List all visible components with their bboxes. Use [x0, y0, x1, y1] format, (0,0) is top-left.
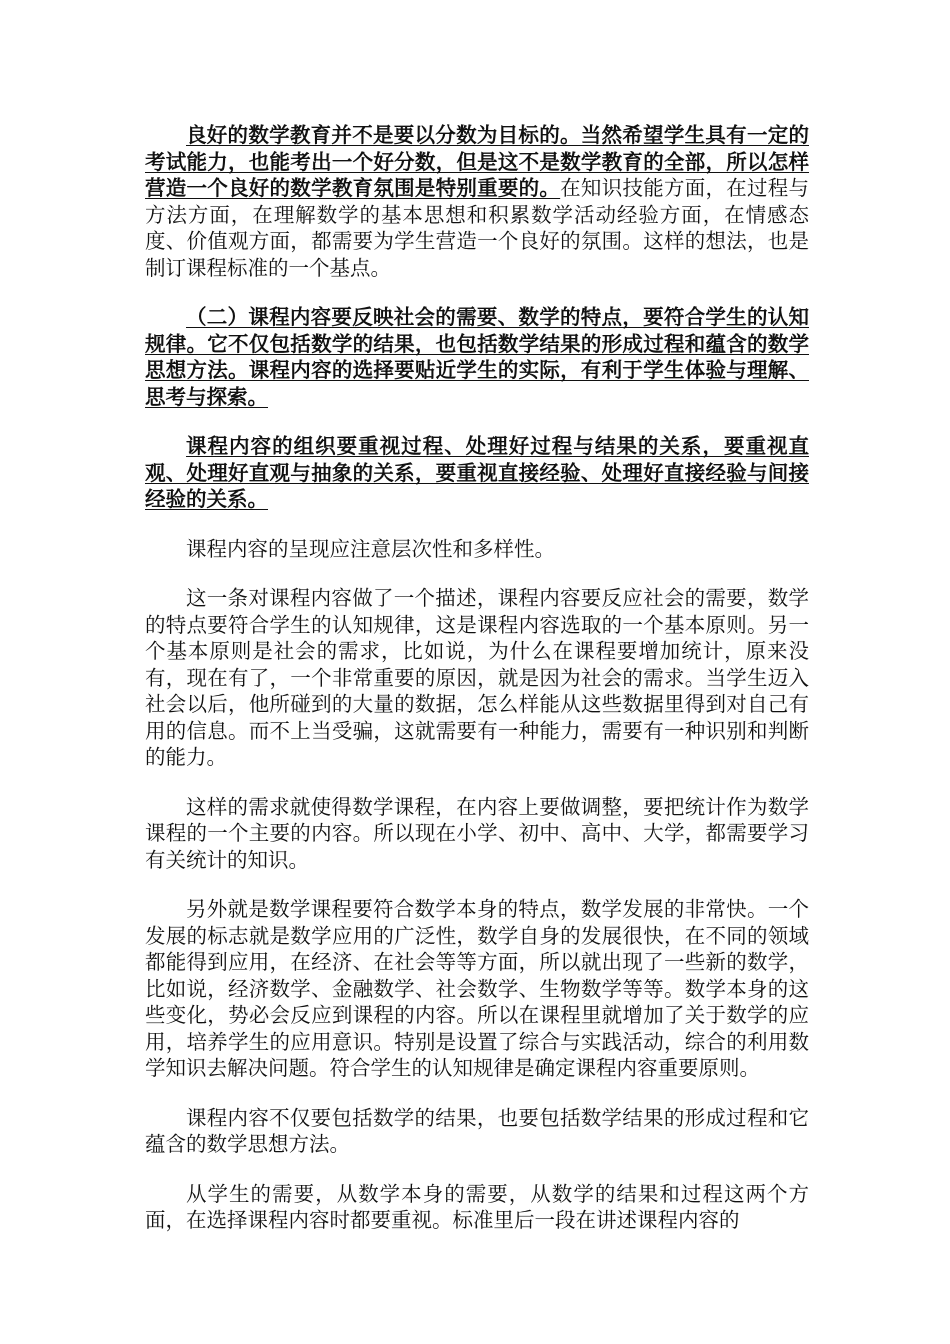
- paragraph-8: [145, 1105, 809, 1158]
- body-text: 这样的需求就使得数学课程，在内容上要做调整，要把统计作为数学课程的一个主要的内容。所以现在小学、初中、高中、大学，都需要学习有关统计的知识。: [145, 794, 809, 872]
- body-text: 课程内容的呈现应注意层次性和多样性。: [186, 536, 555, 561]
- paragraph-1: [145, 122, 809, 281]
- paragraph-7: [145, 896, 809, 1082]
- body-text: 另外就是数学课程要符合数学本身的特点，数学发展的非常快。一个发展的标志就是数学应用的广泛性，数学自身的发展很快，在不同的领域都能得到应用，在经济、在社会等等方面，所以就出现了一些新的数学，比如说，经济数学、金融数学、社会数学、生物数学等等。数学本身的这些变化，势必会反应到课程的内容。所以在课程里就增加了关于数学的应用，培养学生的应用意识。特别是设置了综合与实践活动，综合的利用数学知识去解决问题。符合学生的认知规律是确定课程内容重要原则。: [145, 897, 809, 1080]
- body-text: 在知识技能方面，在过程与方法方面，在理解数学的基本思想和积累数学活动经验方面，在情感态度、价值观方面，都需要为学生营造一个良好的氛围。这样的想法，也是制订课程标准的一个基点。: [145, 176, 810, 280]
- document-page: [145, 122, 809, 1257]
- emphasis-text: 良好的数学教育并不是要以分数为目标的。当然希望学生具有一定的考试能力，也能考出一个好分数，但是这不是数学教育的全部，所以怎样营造一个良好的数学教育氛围是特别重要的。: [145, 123, 809, 200]
- paragraph-2: [145, 304, 809, 410]
- emphasis-text: 课程内容的组织要重视过程、处理好过程与结果的关系，要重视直观、处理好直观与抽象的关系，要重视直接经验、处理好直接经验与间接经验的关系。: [145, 434, 809, 511]
- body-text: 课程内容不仅要包括数学的结果，也要包括数学结果的形成过程和它蕴含的数学思想方法。: [145, 1105, 809, 1156]
- paragraph-5: [145, 585, 809, 771]
- paragraph-6: [145, 794, 809, 874]
- paragraph-9: [145, 1181, 809, 1234]
- paragraph-3: [145, 433, 809, 513]
- emphasis-text: （二）课程内容要反映社会的需要、数学的特点，要符合学生的认知规律。它不仅包括数学的结果，也包括数学结果的形成过程和蕴含的数学思想方法。课程内容的选择要贴近学生的实际，有利于学生体验与理解、思考与探索。: [145, 305, 809, 409]
- body-text: 从学生的需要，从数学本身的需要，从数学的结果和过程这两个方面，在选择课程内容时都要重视。标准里后一段在讲述课程内容的: [145, 1181, 809, 1232]
- body-text: 这一条对课程内容做了一个描述，课程内容要反应社会的需要，数学的特点要符合学生的认知规律，这是课程内容选取的一个基本原则。另一个基本原则是社会的需求，比如说，为什么在课程要增加统计，原来没有，现在有了，一个非常重要的原因，就是因为社会的需求。当学生迈入社会以后，他所碰到的大量的数据，怎么样能从这些数据里得到对自己有用的信息。而不上当受骗，这就需要有一种能力，需要有一种识别和判断的能力。: [145, 586, 809, 769]
- paragraph-4: [145, 536, 809, 563]
